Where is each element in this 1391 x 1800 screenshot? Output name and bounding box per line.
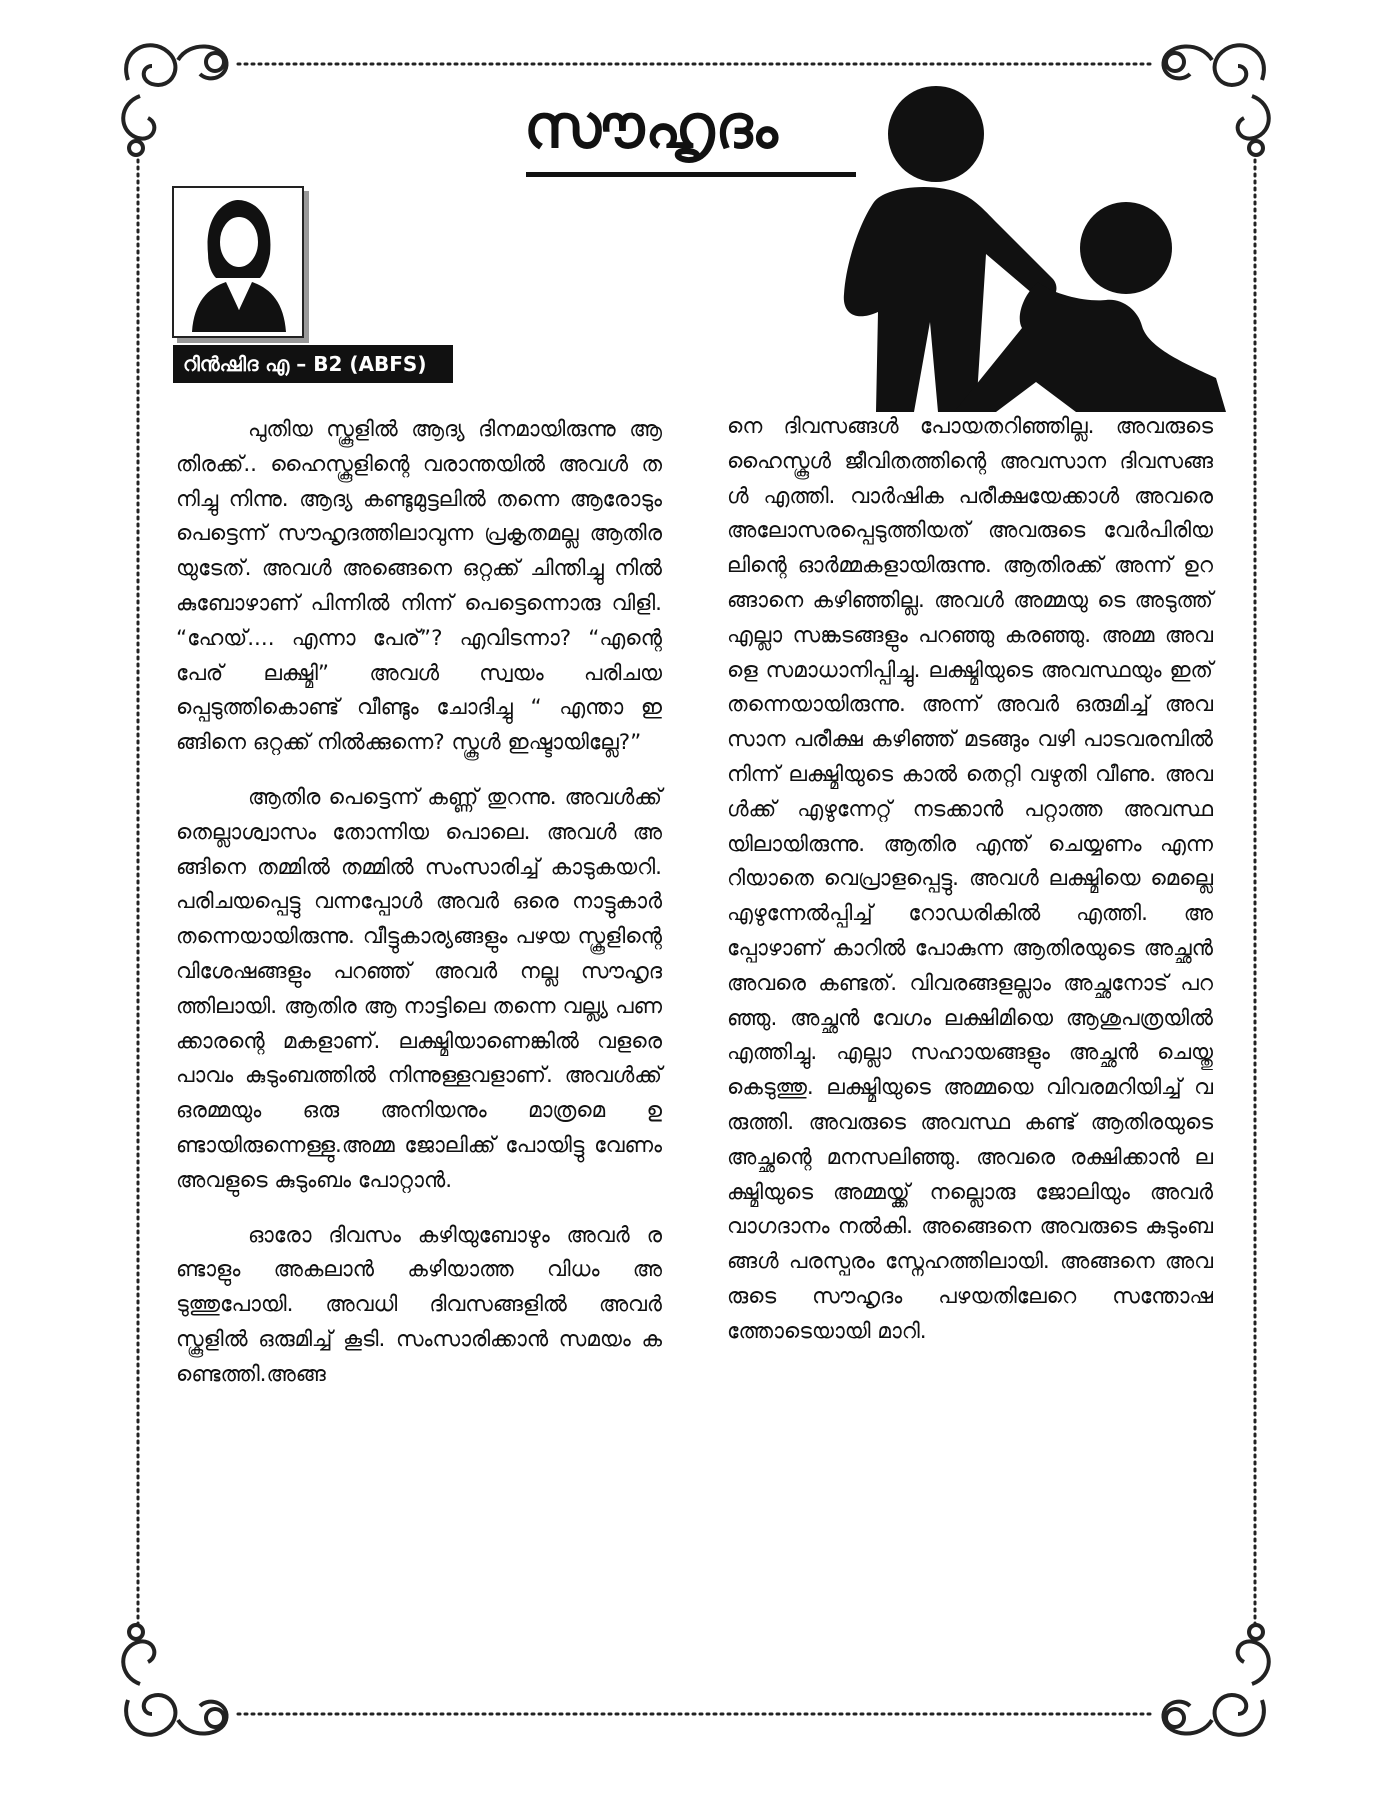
person-silhouette-icon: [178, 192, 298, 332]
paragraph: ആതിര പെട്ടെന്ന് കണ്ണ് തുറന്നു. അവൾക്ക് തെല്ലാശ്വാസം തോന്നിയ പൊലെ. അവൾ അങ്ങിനെ തമ്മിൽ തമ്മിൽ സംസാരിച്ച് കാടുകയറി. പരിചയപ്പെട്ടു വന്നപ്പോൾ അവർ ഒരെ നാട്ടുകാർ തന്നെയായിരുന്നു. വീട്ടുകാര്യങ്ങളും പഴയ സ്കൂളിന്റെ വിശേഷങ്ങളും പറഞ്ഞ് അവർ നല്ല സൗഹൃദത്തിലായി. ആതിര ആ നാട്ടിലെ തന്നെ വല്ല്യ പണക്കാരന്റെ മകളാണ്. ലക്ഷ്മിയാണെങ്കിൽ വളരെ പാവം കുടുംബത്തിൽ നിന്നുള്ളവളാണ്. അവൾക്ക് ഒരമ്മയും ഒരു അനിയനും മാത്രമെ ഉണ്ടായിരുന്നെള്ളു.അമ്മ ജോലിക്ക് പോയിട്ടു വേണം അവളുടെ കുടുംബം പോറ്റാൻ.: [176, 784, 662, 1193]
title-underline: [526, 172, 856, 177]
right-column: [727, 410, 1213, 1370]
article-title: സൗഹൃദം: [524, 92, 779, 162]
helping-hand-icon: [826, 82, 1238, 412]
left-column: [176, 413, 662, 1413]
paragraph: നെ ദിവസങ്ങൾ പോയതറിഞ്ഞില്ല. അവരുടെ ഹൈസ്കൂൾ ജീവിതത്തിന്റെ അവസാന ദിവസങ്ങൾ എത്തി. വാർഷിക പരീക്ഷയേക്കാൾ അവരെ അലോസരപ്പെടുത്തിയത് അവരുടെ വേർപിരിയലിന്റെ ഓർമ്മകളായിരുന്നു. ആതിരക്ക് അന്ന് ഉറങ്ങാനെ കഴിഞ്ഞില്ല. അവൾ അമ്മയു ടെ അടുത്ത് എല്ലാ സങ്കടങ്ങളും പറഞ്ഞു കരഞ്ഞു. അമ്മ അവളെ സമാധാനിപ്പിച്ചു. ലക്ഷ്മിയുടെ അവസ്ഥയും ഇത് തന്നെയായിരുന്നു. അന്ന് അവർ ഒരുമിച്ച് അവസാന പരീക്ഷ കഴിഞ്ഞ് മടങ്ങും വഴി പാടവരമ്പിൽ നിന്ന് ലക്ഷ്മിയുടെ കാൽ തെറ്റി വഴുതി വീണു. അവൾക്ക് എഴുന്നേറ്റ് നടക്കാൻ പറ്റാത്ത അവസ്ഥയിലായിരുന്നു. ആതിര എന്ത് ചെയ്യണം എന്നറിയാതെ വെപ്രാളപ്പെട്ടു. അവൾ ലക്ഷ്മിയെ മെല്ലെ എഴുന്നേൽപ്പിച്ച് റോഡരികിൽ എത്തി. അപ്പോഴാണ് കാറിൽ പോകുന്ന ആതിരയുടെ അച്ഛൻ അവരെ കണ്ടത്. വിവരങ്ങളല്ലാം അച്ഛനോട് പറഞ്ഞു. അച്ഛൻ വേഗം ലക്ഷിമിയെ ആശുപത്രയിൽ എത്തിച്ചു. എല്ലാ സഹായങ്ങളും അച്ഛൻ ചെയ്തു കെടുത്തു. ലക്ഷ്മിയുടെ അമ്മയെ വിവരമറിയിച്ച് വരുത്തി. അവരുടെ അവസ്ഥ കണ്ട് ആതിരയുടെ അച്ഛന്റെ മനസലിഞ്ഞു. അവരെ രക്ഷിക്കാൻ ലക്ഷ്മിയുടെ അമ്മയ്ക്ക് നല്ലൊരു ജോലിയും അവർ വാഗദാനം നൽകി. അങ്ങെനെ അവരുടെ കുടുംബങ്ങൾ പരസ്പരം സ്നേഹത്തിലായി. അങ്ങനെ അവരുടെ സൗഹൃദം പഴയതിലേറെ സന്തോഷത്തോടെയായി മാറി.: [727, 414, 1213, 1344]
paragraph: ഓരോ ദിവസം കഴിയുബോഴും അവർ രണ്ടാളും അകലാൻ കഴിയാത്ത വിധം അടുത്തുപോയി. അവധി ദിവസങ്ങളിൽ അവർ സ്കൂളിൽ ഒരുമിച്ച് കൂടി. സംസാരിക്കാൻ സമയം കണ്ടെത്തി.അങ്ങ: [176, 1222, 662, 1387]
paragraph: പുതിയ സ്കൂളിൽ ആദ്യ ദിനമായിരുന്നു ആതിരക്ക്.. ഹൈസ്കൂളിന്റെ വരാന്തയിൽ അവൾ തനിച്ചു നിന്നു. ആദ്യ കണ്ടുമുട്ടലിൽ തന്നെ ആരോടും പെട്ടെന്ന് സൗഹൃദത്തിലാവുന്ന പ്രകൃതമല്ല ആതിരയുടേത്. അവൾ അങ്ങെനെ ഒറ്റക്ക് ചിന്തിച്ചു നിൽകുബോഴാണ് പിന്നിൽ നിന്ന് പെട്ടെന്നൊരു വിളി. “ഹേയ്.... എന്നാ പേര്”? എവിടന്നാ? “എന്റെ പേര് ലക്ഷ്മി” അവൾ സ്വയം പരിചയപ്പെടുത്തികൊണ്ട് വീണ്ടും ചോദിച്ചു “ എന്താ ഇങ്ങിനെ ഒറ്റക്ക് നിൽക്കുന്നെ? സ്കൂൾ ഇഷ്ടായില്ലേ?”: [176, 417, 662, 756]
author-photo: [172, 186, 304, 338]
author-byline: റിൻഷിദ എ – B2 (ABFS): [173, 345, 453, 383]
